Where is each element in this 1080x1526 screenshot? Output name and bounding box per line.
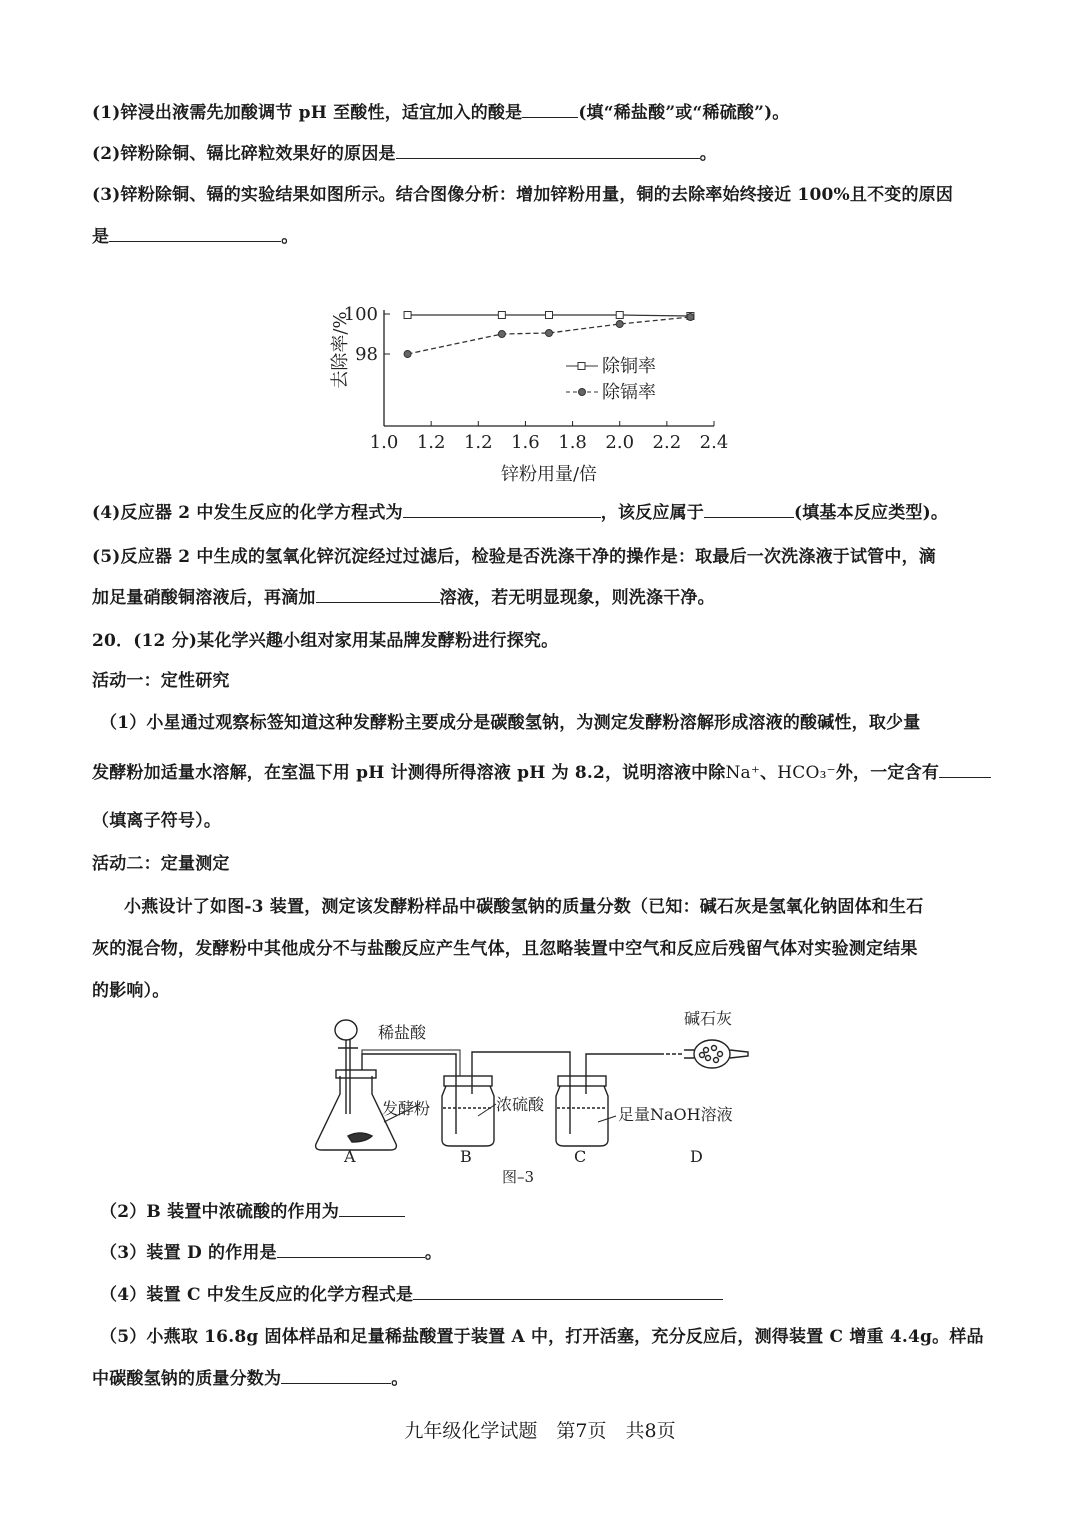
q20-part1-line2: 发酵粉加适量水溶解，在室温下用 pH 计测得所得溶液 pH 为 8.2，说明溶液中除Na⁺、HCO₃⁻外，一定含有: [92, 758, 991, 783]
x-tick-label: 2.0: [605, 432, 635, 453]
q20-intro-line1: 小燕设计了如图-3 装置，测定该发酵粉样品中碳酸氢钠的质量分数（已知：碱石灰是氢氧化钠固体和生石: [124, 897, 924, 917]
figure-caption: 图–3: [502, 1168, 535, 1186]
label-c: C: [574, 1147, 587, 1166]
label-b: B: [460, 1147, 472, 1166]
label-baking-powder: 发酵粉: [382, 1099, 431, 1118]
label-naoh-solution: 足量NaOH溶液: [618, 1105, 733, 1124]
answer-blank[interactable]: [704, 503, 794, 518]
q20-part4: （4）装置 C 中发生反应的化学方程式是: [100, 1280, 723, 1305]
q20-intro-line3: 的影响）。: [92, 981, 170, 1001]
q20-intro-line2: 灰的混合物，发酵粉中其他成分不与盐酸反应产生气体，且忽略装置中空气和反应后残留气体对实验测定结果: [92, 939, 918, 959]
q20-part2: （2）B 装置中浓硫酸的作用为: [100, 1197, 405, 1222]
connecting-tube: [472, 1052, 570, 1076]
data-point-cadmium: [687, 314, 694, 321]
x-tick-label: 1.2: [416, 432, 446, 453]
label-soda-lime: 碱石灰: [684, 1009, 733, 1028]
legend-marker: [579, 389, 586, 396]
q19-part3-line1: (3)锌粉除铜、镉的实验结果如图所示。结合图像分析：增加锌粉用量，铜的去除率始终接近 100%且不变的原因: [92, 185, 954, 205]
label-conc-sulfuric: 浓硫酸: [496, 1095, 545, 1114]
label-a: A: [344, 1147, 356, 1166]
data-point-copper: [546, 312, 553, 319]
answer-blank[interactable]: [522, 103, 578, 118]
q19-part2: (2)锌粉除铜、镉比碎粒效果好的原因是 。: [92, 144, 717, 164]
y-axis-label: 去除率/%: [330, 311, 351, 389]
q19-part4: (4)反应器 2 中发生反应的化学方程式为 ，该反应属于 (填基本反应类型)。: [92, 503, 949, 523]
q20-part5-line2: 中碳酸氢钠的质量分数为 。: [92, 1369, 409, 1389]
q19-part5-line1: (5)反应器 2 中生成的氢氧化锌沉淀经过过滤后，检验是否洗涤干净的操作是：取最后一次洗涤液于试管中，滴: [92, 547, 936, 567]
q20-part1-line1: （1）小星通过观察标签知道这种发酵粉主要成分是碳酸氢钠，为测定发酵粉溶解形成溶液的酸碱性，取少量: [100, 713, 921, 733]
answer-blank[interactable]: [277, 1243, 425, 1258]
x-tick-label: 1.2: [463, 432, 493, 453]
answer-blank[interactable]: [939, 763, 991, 778]
y-tick-label: 98: [355, 344, 378, 365]
answer-blank[interactable]: [281, 1369, 391, 1384]
data-point-cadmium: [498, 331, 505, 338]
bottle-c: [556, 1076, 608, 1146]
answer-blank[interactable]: [413, 1285, 723, 1300]
q19-part3-line2: 是 。: [92, 227, 299, 247]
data-point-copper: [498, 312, 505, 319]
data-point-cadmium: [546, 330, 553, 337]
data-point-cadmium: [404, 351, 411, 358]
x-axis-label: 锌粉用量/倍: [500, 464, 598, 485]
q20-part5-line1: （5）小燕取 16.8g 固体样品和足量稀盐酸置于装置 A 中，打开活塞，充分反应后，测得装置 C 增重 4.4g。样品: [100, 1327, 984, 1347]
legend-label: 除铜率: [602, 356, 656, 377]
legend-marker: [578, 363, 585, 370]
answer-blank[interactable]: [403, 503, 601, 518]
answer-blank[interactable]: [396, 144, 700, 159]
page-footer: 九年级化学试题 第7页 共8页: [404, 1420, 676, 1442]
ion-na: Na⁺: [725, 763, 761, 783]
legend-label: 除镉率: [602, 382, 656, 403]
answer-blank[interactable]: [339, 1202, 405, 1217]
q20-part3: （3）装置 D 的作用是 。: [100, 1243, 443, 1263]
y-tick-label: 100: [343, 304, 378, 325]
x-tick-label: 1.0: [369, 432, 399, 453]
q19-part1: (1)锌浸出液需先加酸调节 pH 至酸性，适宜加入的酸是 (填“稀盐酸”或“稀硫酸”)。: [92, 103, 790, 123]
data-point-cadmium: [616, 321, 623, 328]
x-tick-label: 1.8: [558, 432, 587, 453]
x-tick-label: 2.2: [652, 432, 682, 453]
answer-blank[interactable]: [109, 227, 281, 242]
activity-one-heading: 活动一：定性研究: [92, 671, 230, 691]
q20-title: 20．(12 分)某化学兴趣小组对家用某品牌发酵粉进行探究。: [92, 631, 559, 651]
apparatus-figure: [300, 1004, 780, 1194]
label-d: D: [690, 1147, 703, 1166]
data-point-copper: [404, 312, 411, 319]
q20-part1-line3: （填离子符号）。: [92, 811, 222, 831]
q19-part5-line2: 加足量硝酸铜溶液后，再滴加 溶液，若无明显现象，则洗涤干净。: [92, 588, 715, 608]
connecting-tube: [586, 1054, 660, 1076]
removal-rate-chart: [320, 290, 760, 490]
ion-hco3: HCO₃⁻: [777, 763, 836, 783]
x-tick-label: 2.4: [699, 432, 729, 453]
activity-two-heading: 活动二：定量测定: [92, 854, 230, 874]
data-point-copper: [616, 312, 623, 319]
x-tick-label: 1.6: [511, 432, 540, 453]
answer-blank[interactable]: [316, 588, 440, 603]
label-dilute-hcl: 稀盐酸: [378, 1023, 427, 1042]
drying-tube-d: [660, 1040, 748, 1068]
